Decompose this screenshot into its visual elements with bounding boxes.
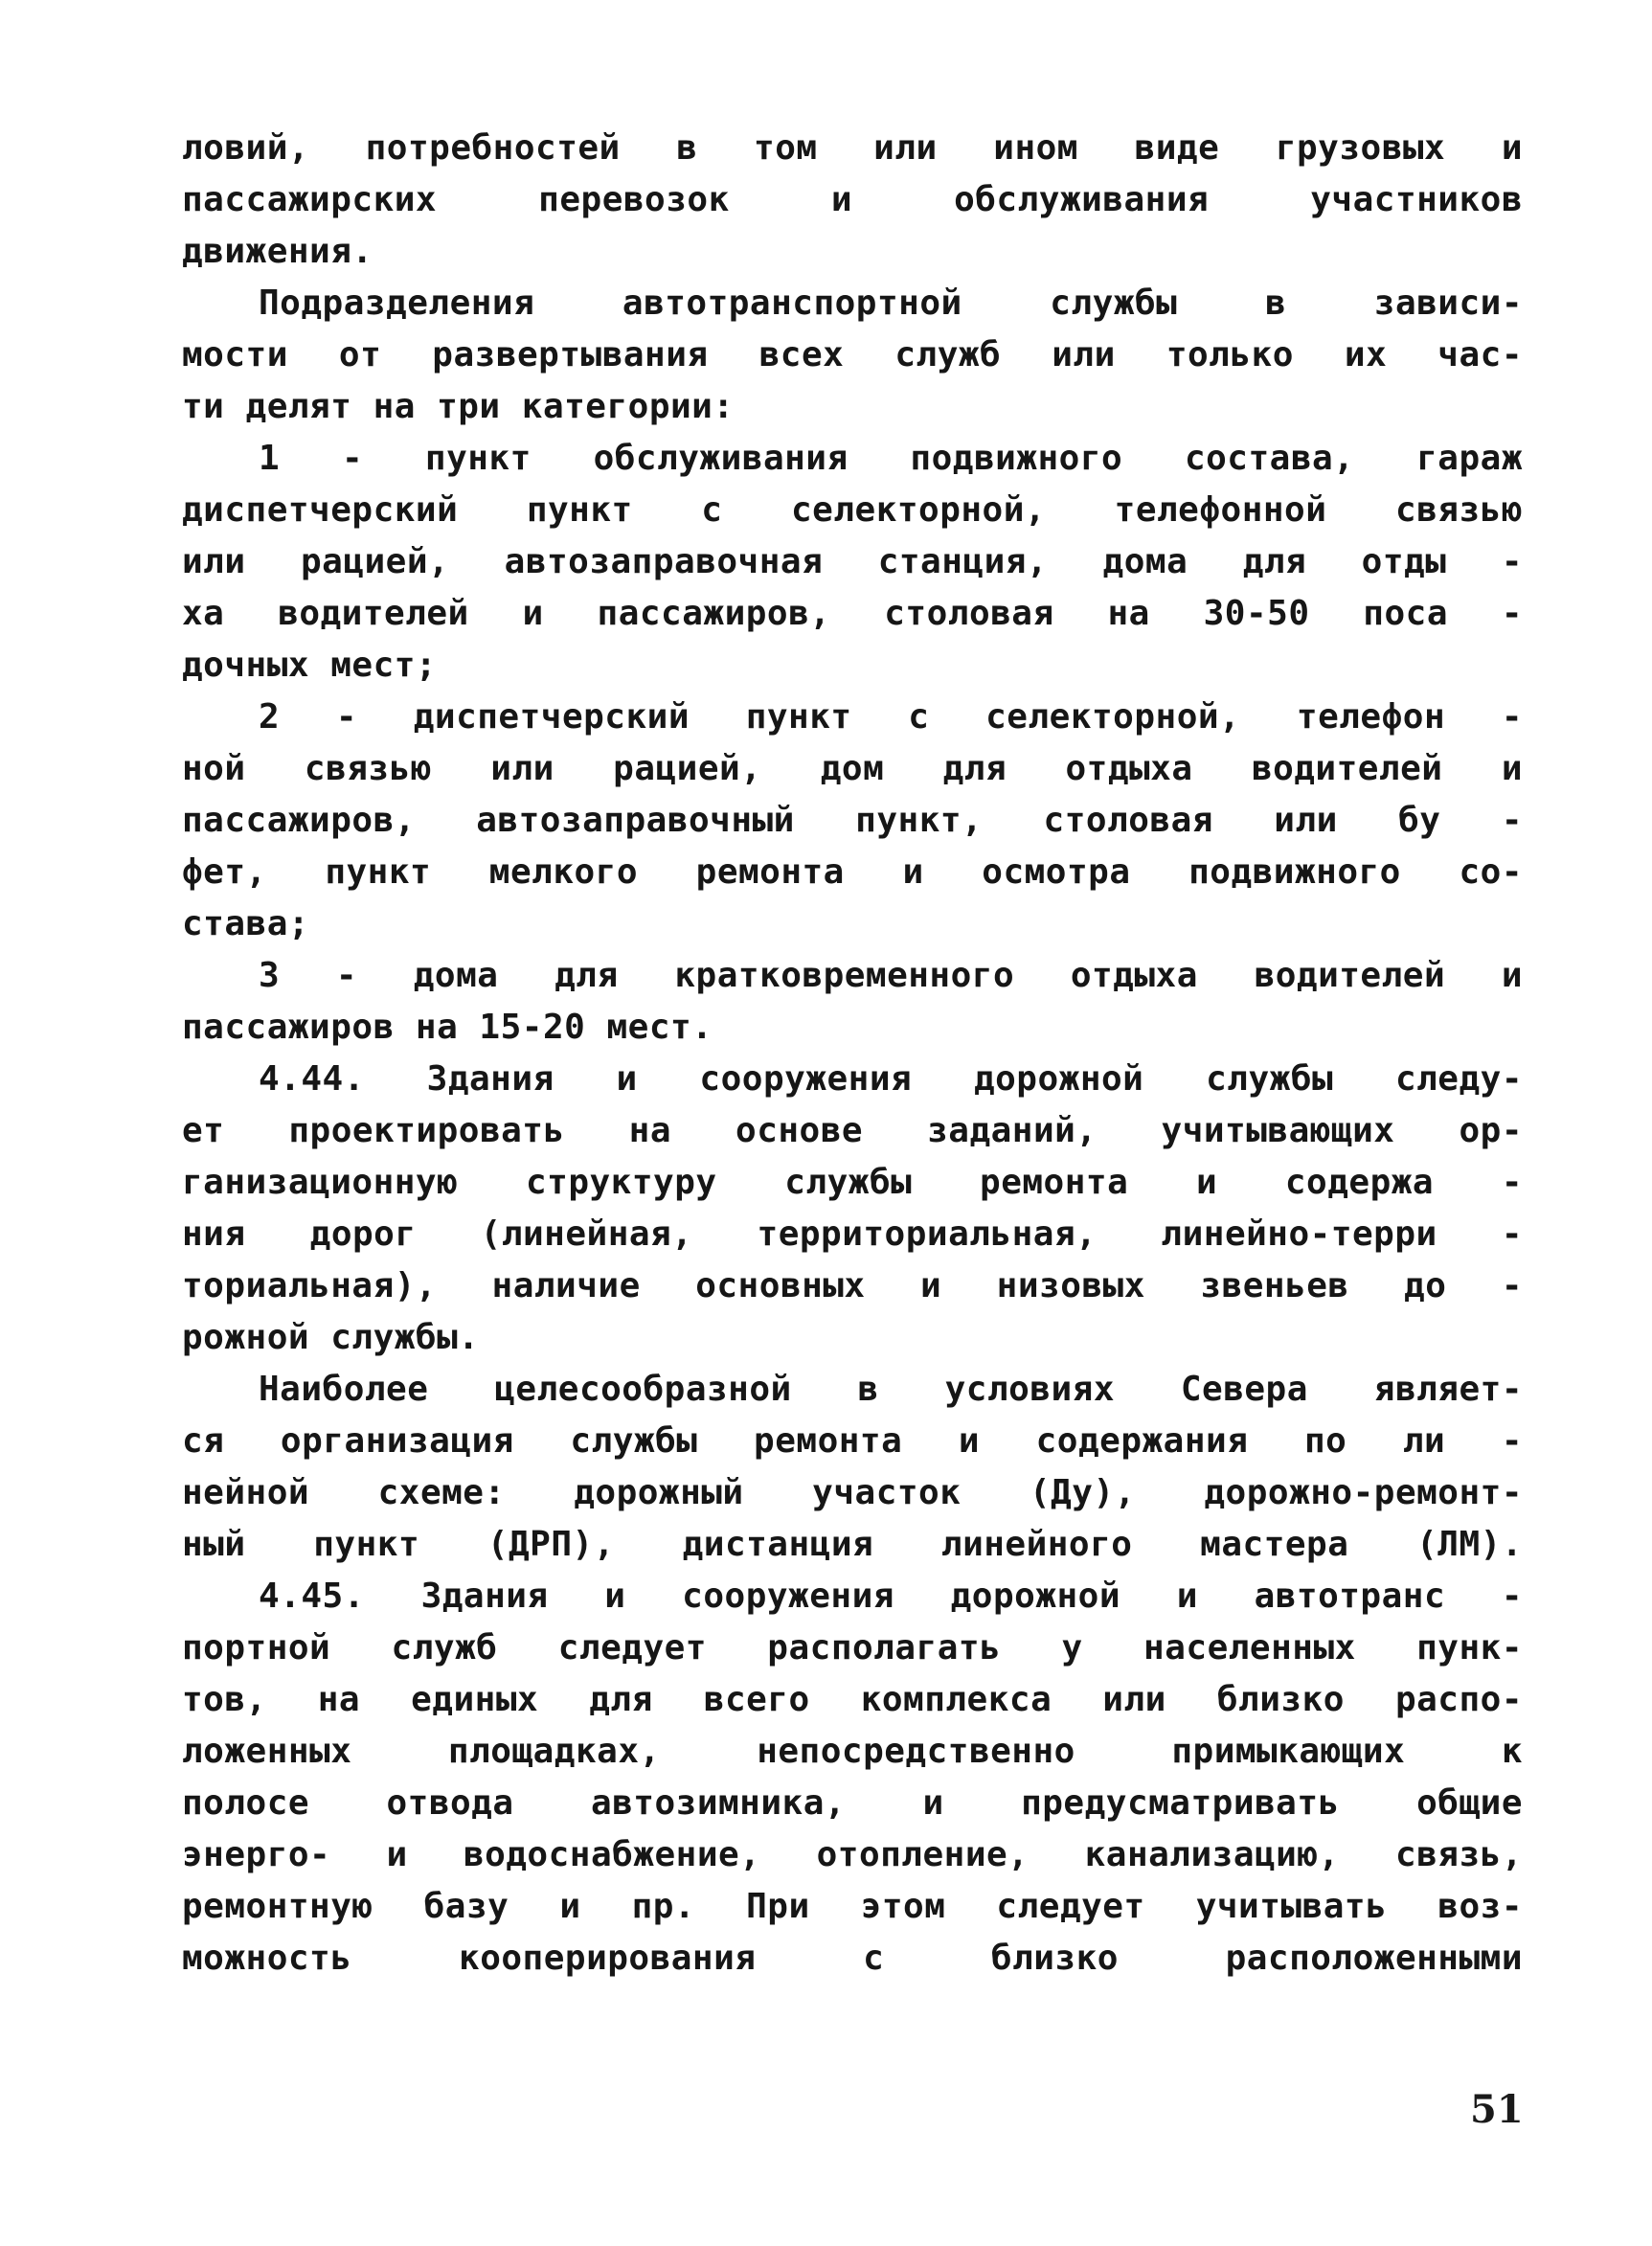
text-line: ной связью или рацией, дом для отдыха водителей и [182, 749, 1523, 788]
page-number: 51 [1470, 2087, 1524, 2132]
text-line: можность кооперирования с близко расположенными [182, 1939, 1523, 1978]
text-line: 4.44. Здания и сооружения дорожной службы следу- [259, 1059, 1523, 1099]
text-line: рожной службы. [182, 1318, 480, 1357]
text-line: 1 - пункт обслуживания подвижного состава, гараж [259, 439, 1523, 478]
text-line: энерго- и водоснабжение, отопление, канализацию, связь, [182, 1835, 1523, 1874]
text-line: мости от развертывания всех служб или только их час- [182, 335, 1523, 374]
text-line: 3 - дома для кратковременного отдыха водителей и [259, 956, 1523, 995]
text-line: ет проектировать на основе заданий, учитывающих ор- [182, 1111, 1523, 1150]
text-line: пассажирских перевозок и обслуживания участников [182, 180, 1523, 219]
text-line: 2 - диспетчерский пункт с селекторной, телефон - [259, 697, 1523, 737]
text-line: дочных мест; [182, 646, 438, 685]
text-line: Подразделения автотранспортной службы в зависи- [259, 284, 1523, 323]
text-line: ториальная), наличие основных и низовых звеньев до - [182, 1266, 1523, 1305]
text-line: диспетчерский пункт с селекторной, телефонной связью [182, 490, 1523, 530]
text-line: движения. [182, 232, 373, 271]
text-line: ремонтную базу и пр. При этом следует учитывать воз- [182, 1887, 1523, 1926]
text-line: или рацией, автозаправочная станция, дома для отды - [182, 542, 1523, 581]
text-line: ложенных площадках, непосредственно примыкающих к [182, 1732, 1523, 1771]
text-line: портной служб следует располагать у населенных пунк- [182, 1628, 1523, 1667]
text-line: 4.45. Здания и сооружения дорожной и автотранс - [259, 1577, 1523, 1616]
text-line: пассажиров на 15-20 мест. [182, 1008, 713, 1047]
text-line: полосе отвода автозимника, и предусматривать общие [182, 1783, 1523, 1823]
text-line: ганизационную структуру службы ремонта и содержа - [182, 1163, 1523, 1202]
text-line: пассажиров, автозаправочный пункт, столовая или бу - [182, 801, 1523, 840]
text-line: ся организация службы ремонта и содержания по ли - [182, 1421, 1523, 1461]
text-line: ти делят на три категории: [182, 387, 735, 426]
text-line: тов, на единых для всего комплекса или близко распо- [182, 1680, 1523, 1719]
text-line: Наиболее целесообразной в условиях Севера являет- [259, 1370, 1523, 1409]
body-text [182, 123, 1523, 1985]
text-line: ха водителей и пассажиров, столовая на 30-50 поса - [182, 594, 1523, 633]
text-line: ный пункт (ДРП), дистанция линейного мастера (ЛМ). [182, 1525, 1523, 1564]
text-line: ния дорог (линейная, территориальная, линейно-терри - [182, 1214, 1523, 1254]
text-line: фет, пункт мелкого ремонта и осмотра подвижного со- [182, 852, 1523, 892]
text-line: ловий, потребностей в том или ином виде грузовых и [182, 128, 1523, 168]
text-line: става; [182, 904, 310, 943]
text-line: нейной схеме: дорожный участок (Ду), дорожно-ремонт- [182, 1473, 1523, 1512]
